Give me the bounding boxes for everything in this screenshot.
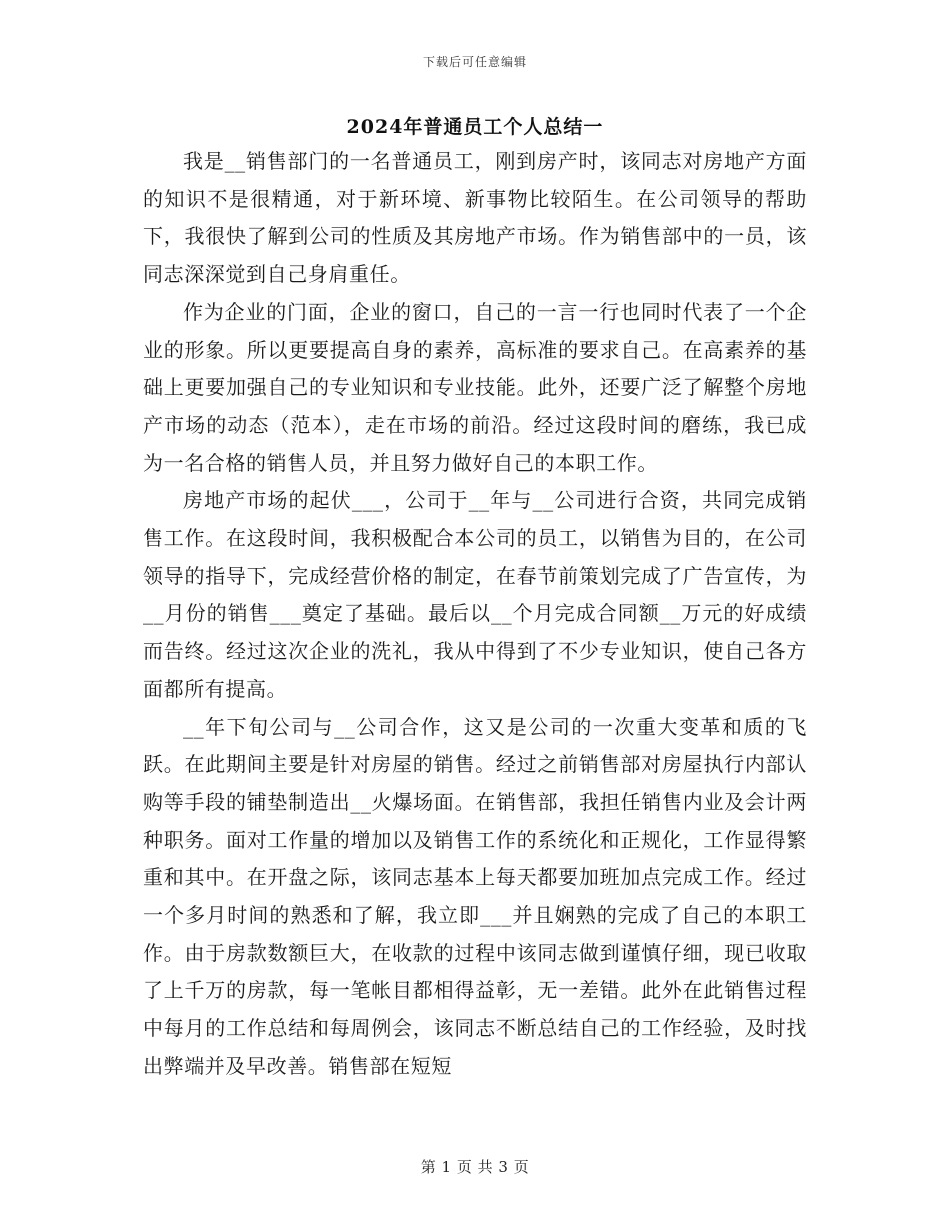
document-title: 2024年普通员工个人总结一: [346, 116, 604, 138]
page-number: 第 1 页 共 3 页: [420, 1158, 530, 1176]
paragraph-1: 我是__销售部门的一名普通员工，刚到房产时，该同志对房地产方面的知识不是很精通，对于新环境、新事物比较陌生。在公司领导的帮助下，我很快了解到公司的性质及其房地产市场。作为销售部中的一员，该同志深深觉到自己身肩重任。: [143, 149, 807, 287]
document-body: [143, 143, 807, 1086]
paragraph-4: __年下旬公司与__公司合作，这又是公司的一次重大变革和质的飞跃。在此期间主要是针对房屋的销售。经过之前销售部对房屋执行内部认购等手段的铺垫制造出__火爆场面。在销售部，我担任销售内业及会计两种职务。面对工作量的增加以及销售工作的系统化和正规化，工作显得繁重和其中。在开盘之际，该同志基本上每天都要加班加点完成工作。经过一个多月时间的熟悉和了解，我立即___并且娴熟的完成了自己的本职工作。由于房款数额巨大，在收款的过程中该同志做到谨慎仔细，现已收取了上千万的房款，每一笔帐目都相得益彰，无一差错。此外在此销售过程中每月的工作总结和每周例会，该同志不断总结自己的工作经验，及时找出弊端并及早改善。销售部在短短: [143, 714, 807, 1078]
paragraph-3: 房地产市场的起伏___，公司于__年与__公司进行合资，共同完成销售工作。在这段时间，我积极配合本公司的员工，以销售为目的，在公司领导的指导下，完成经营价格的制定，在春节前策划完成了广告宣传，为__月份的销售___奠定了基础。最后以__个月完成合同额__万元的好成绩而告终。经过这次企业的洗礼，我从中得到了不少专业知识，使自己各方面都所有提高。: [143, 488, 807, 701]
header-note: 下载后可任意编辑: [422, 55, 527, 69]
paragraph-2: 作为企业的门面，企业的窗口，自己的一言一行也同时代表了一个企业的形象。所以更要提高自身的素养，高标准的要求自己。在高素养的基础上更要加强自己的专业知识和专业技能。此外，还要广泛了解整个房地产市场的动态（范本），走在市场的前沿。经过这段时间的磨练，我已成为一名合格的销售人员，并且努力做好自己的本职工作。: [143, 299, 807, 475]
